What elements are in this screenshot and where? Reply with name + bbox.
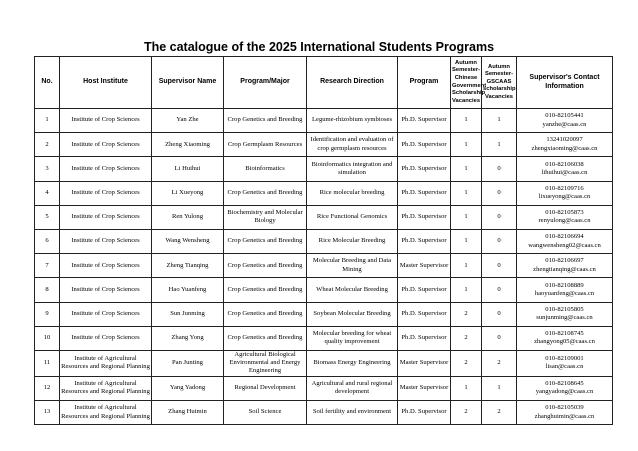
header-research-direction: Research Direction bbox=[307, 57, 398, 109]
contact-phone: 010-82109001 bbox=[545, 355, 584, 363]
cell-program: Ph.D. Supervisor bbox=[398, 326, 451, 350]
contact-email[interactable]: lixueyong@caas.cn bbox=[538, 193, 591, 201]
cell-supervisor-name: Li Huihui bbox=[152, 157, 224, 181]
table-row bbox=[35, 205, 613, 229]
cell-program: Ph.D. Supervisor bbox=[398, 181, 451, 205]
cell-contact bbox=[517, 326, 613, 350]
cell-program: Master Supervisor bbox=[398, 350, 451, 376]
cell-research-direction: Soybean Molecular Breeding bbox=[307, 302, 398, 326]
contact-phone: 010-82108745 bbox=[545, 329, 584, 337]
header-gscaas-vacancies: Autumn Semester-GSCAAS scholarship Vacancies bbox=[482, 57, 517, 109]
cell-research-direction: Bioinformatics integration and simulation bbox=[307, 157, 398, 181]
contact-phone: 010-82106038 bbox=[545, 160, 584, 168]
table-row bbox=[35, 302, 613, 326]
cell-no: 10 bbox=[35, 326, 60, 350]
cell-supervisor-name: Zhang Yong bbox=[152, 326, 224, 350]
table-row bbox=[35, 109, 613, 133]
table-body bbox=[35, 109, 613, 425]
cell-no: 1 bbox=[35, 109, 60, 133]
cell-csc-vacancies: 1 bbox=[451, 205, 482, 229]
cell-supervisor-name: Pan Junting bbox=[152, 350, 224, 376]
contact-email[interactable]: zhengxiaoming@caas.cn bbox=[531, 144, 598, 152]
cell-gscaas-vacancies: 0 bbox=[482, 302, 517, 326]
cell-csc-vacancies: 1 bbox=[451, 229, 482, 253]
cell-program-major: Regional Development bbox=[224, 376, 307, 400]
contact-email[interactable]: yanzhe@caas.cn bbox=[542, 120, 587, 128]
cell-program-major: Soil Science bbox=[224, 400, 307, 424]
cell-csc-vacancies: 2 bbox=[451, 400, 482, 424]
contact-email[interactable]: lisan@caas.cn bbox=[545, 363, 584, 371]
table-row bbox=[35, 400, 613, 424]
cell-gscaas-vacancies: 1 bbox=[482, 109, 517, 133]
cell-program: Ph.D. Supervisor bbox=[398, 302, 451, 326]
contact-phone: 010-82106694 bbox=[545, 233, 584, 241]
cell-no: 7 bbox=[35, 254, 60, 278]
cell-research-direction: Rice molecular breeding bbox=[307, 181, 398, 205]
cell-program-major: Bioinformatics bbox=[224, 157, 307, 181]
cell-program-major: Crop Genetics and Breeding bbox=[224, 302, 307, 326]
cell-no: 2 bbox=[35, 133, 60, 157]
cell-research-direction: Rice Molecular Breeding bbox=[307, 229, 398, 253]
cell-program: Ph.D. Supervisor bbox=[398, 157, 451, 181]
contact-email[interactable]: zhengtianqing@caas.cn bbox=[533, 265, 596, 273]
table-row bbox=[35, 350, 613, 376]
cell-program-major: Crop Genetics and Breeding bbox=[224, 181, 307, 205]
cell-no: 13 bbox=[35, 400, 60, 424]
table-row bbox=[35, 181, 613, 205]
cell-program-major: Biochemistry and Molecular Biology bbox=[224, 205, 307, 229]
cell-csc-vacancies: 2 bbox=[451, 350, 482, 376]
cell-research-direction: Soil fertility and environment bbox=[307, 400, 398, 424]
cell-no: 5 bbox=[35, 205, 60, 229]
cell-contact bbox=[517, 400, 613, 424]
contact-phone: 010-82108645 bbox=[545, 380, 584, 388]
cell-host-institute: Institute of Crop Sciences bbox=[60, 205, 152, 229]
cell-contact bbox=[517, 302, 613, 326]
page-title: The catalogue of the 2025 International Students Programs bbox=[143, 40, 495, 54]
header-no: No. bbox=[35, 57, 60, 109]
header-csc-vacancies: Autumn Semester-Chinese Government Scholarship Vacancies bbox=[451, 57, 482, 109]
cell-supervisor-name: Yan Zhe bbox=[152, 109, 224, 133]
cell-program-major: Agricultural Biological Environmental and Energy Engineering bbox=[224, 350, 307, 376]
cell-research-direction: Biomass Energy Engineering bbox=[307, 350, 398, 376]
cell-program-major: Crop Genetics and Breeding bbox=[224, 109, 307, 133]
cell-host-institute: Institute of Crop Sciences bbox=[60, 133, 152, 157]
header-program-major: Program/Major bbox=[224, 57, 307, 109]
cell-gscaas-vacancies: 1 bbox=[482, 133, 517, 157]
cell-host-institute: Institute of Crop Sciences bbox=[60, 302, 152, 326]
table-row bbox=[35, 157, 613, 181]
contact-email[interactable]: yangyadong@caas.cn bbox=[535, 388, 594, 396]
cell-no: 11 bbox=[35, 350, 60, 376]
cell-research-direction: Agricultural and rural regional development bbox=[307, 376, 398, 400]
cell-gscaas-vacancies: 0 bbox=[482, 181, 517, 205]
cell-csc-vacancies: 2 bbox=[451, 302, 482, 326]
header-program: Program bbox=[398, 57, 451, 109]
cell-host-institute: Institute of Crop Sciences bbox=[60, 157, 152, 181]
cell-host-institute: Institute of Crop Sciences bbox=[60, 229, 152, 253]
contact-email[interactable]: sunjunming@caas.cn bbox=[536, 314, 593, 322]
header-contact: Supervisor's Contact Information bbox=[517, 57, 613, 109]
cell-program-major: Crop Genetics and Breeding bbox=[224, 254, 307, 278]
cell-gscaas-vacancies: 0 bbox=[482, 229, 517, 253]
cell-gscaas-vacancies: 2 bbox=[482, 350, 517, 376]
cell-host-institute: Institute of Crop Sciences bbox=[60, 278, 152, 302]
cell-research-direction: Molecular Breeding and Data Mining bbox=[307, 254, 398, 278]
contact-phone: 010-82105873 bbox=[545, 209, 584, 217]
cell-gscaas-vacancies: 0 bbox=[482, 205, 517, 229]
cell-research-direction: Rice Functional Genomics bbox=[307, 205, 398, 229]
header-row bbox=[35, 57, 613, 109]
contact-phone: 010-82109716 bbox=[545, 184, 584, 192]
cell-csc-vacancies: 1 bbox=[451, 109, 482, 133]
table-row bbox=[35, 133, 613, 157]
contact-phone: 010-82106697 bbox=[545, 257, 584, 265]
contact-phone: 010-82108889 bbox=[545, 281, 584, 289]
cell-gscaas-vacancies: 1 bbox=[482, 376, 517, 400]
table-row bbox=[35, 254, 613, 278]
cell-host-institute: Institute of Agricultural Resources and Regional Planning bbox=[60, 350, 152, 376]
cell-host-institute: Institute of Crop Sciences bbox=[60, 254, 152, 278]
table-row bbox=[35, 326, 613, 350]
cell-contact bbox=[517, 181, 613, 205]
cell-research-direction: Legume-rhizobium symbioses bbox=[307, 109, 398, 133]
contact-email[interactable]: renyulong@caas.cn bbox=[538, 217, 591, 225]
cell-program: Ph.D. Supervisor bbox=[398, 229, 451, 253]
cell-no: 3 bbox=[35, 157, 60, 181]
cell-supervisor-name: Zheng Xiaoming bbox=[152, 133, 224, 157]
cell-contact bbox=[517, 254, 613, 278]
contact-phone: 13241020097 bbox=[546, 136, 583, 144]
cell-host-institute: Institute of Crop Sciences bbox=[60, 181, 152, 205]
contact-phone: 010-82105441 bbox=[545, 112, 584, 120]
table-row bbox=[35, 278, 613, 302]
cell-no: 6 bbox=[35, 229, 60, 253]
cell-csc-vacancies: 2 bbox=[451, 326, 482, 350]
contact-email[interactable]: wangwensheng02@caas.cn bbox=[528, 241, 601, 249]
cell-supervisor-name: Sun Junming bbox=[152, 302, 224, 326]
cell-supervisor-name: Li Xueyong bbox=[152, 181, 224, 205]
cell-program: Ph.D. Supervisor bbox=[398, 278, 451, 302]
cell-contact bbox=[517, 229, 613, 253]
cell-csc-vacancies: 1 bbox=[451, 376, 482, 400]
table-row bbox=[35, 229, 613, 253]
cell-gscaas-vacancies: 2 bbox=[482, 400, 517, 424]
cell-gscaas-vacancies: 0 bbox=[482, 326, 517, 350]
cell-supervisor-name: Zhang Huimin bbox=[152, 400, 224, 424]
cell-csc-vacancies: 1 bbox=[451, 157, 482, 181]
cell-research-direction: Wheat Molecular Breeding bbox=[307, 278, 398, 302]
cell-gscaas-vacancies: 0 bbox=[482, 278, 517, 302]
cell-program: Master Supervisor bbox=[398, 254, 451, 278]
cell-program: Ph.D. Supervisor bbox=[398, 109, 451, 133]
contact-phone: 010-82105805 bbox=[545, 305, 584, 313]
cell-host-institute: Institute of Agricultural Resources and Regional Planning bbox=[60, 400, 152, 424]
cell-csc-vacancies: 1 bbox=[451, 254, 482, 278]
cell-csc-vacancies: 1 bbox=[451, 133, 482, 157]
cell-program: Master Supervisor bbox=[398, 376, 451, 400]
contact-phone: 010-82105039 bbox=[545, 404, 584, 412]
cell-supervisor-name: Ren Yulong bbox=[152, 205, 224, 229]
cell-no: 4 bbox=[35, 181, 60, 205]
cell-no: 9 bbox=[35, 302, 60, 326]
cell-contact bbox=[517, 205, 613, 229]
contact-email[interactable]: zhanghuimin@caas.cn bbox=[534, 412, 595, 420]
cell-csc-vacancies: 1 bbox=[451, 278, 482, 302]
cell-host-institute: Institute of Crop Sciences bbox=[60, 109, 152, 133]
contact-email[interactable]: lihuihui@caas.cn bbox=[541, 168, 588, 176]
cell-host-institute: Institute of Crop Sciences bbox=[60, 326, 152, 350]
cell-program: Ph.D. Supervisor bbox=[398, 400, 451, 424]
cell-contact bbox=[517, 376, 613, 400]
cell-contact bbox=[517, 109, 613, 133]
cell-program-major: Crop Genetics and Breeding bbox=[224, 229, 307, 253]
cell-supervisor-name: Zheng Tianqing bbox=[152, 254, 224, 278]
cell-program-major: Crop Germplasm Resources bbox=[224, 133, 307, 157]
cell-csc-vacancies: 1 bbox=[451, 181, 482, 205]
cell-no: 8 bbox=[35, 278, 60, 302]
cell-no: 12 bbox=[35, 376, 60, 400]
contact-email[interactable]: zhangyong05@caas.cn bbox=[534, 338, 595, 346]
cell-supervisor-name: Yang Yadong bbox=[152, 376, 224, 400]
cell-supervisor-name: Hao Yuanfeng bbox=[152, 278, 224, 302]
cell-supervisor-name: Wang Wensheng bbox=[152, 229, 224, 253]
header-supervisor-name: Supervisor Name bbox=[152, 57, 224, 109]
cell-program-major: Crop Genetics and Breeding bbox=[224, 326, 307, 350]
contact-email[interactable]: haoyuanfeng@caas.cn bbox=[534, 289, 595, 297]
cell-program: Ph.D. Supervisor bbox=[398, 133, 451, 157]
header-host-institute: Host Institute bbox=[60, 57, 152, 109]
cell-contact bbox=[517, 278, 613, 302]
cell-contact bbox=[517, 157, 613, 181]
cell-program-major: Crop Genetics and Breeding bbox=[224, 278, 307, 302]
cell-gscaas-vacancies: 0 bbox=[482, 254, 517, 278]
cell-research-direction: Identification and evaluation of crop germplasm resources bbox=[307, 133, 398, 157]
cell-program: Ph.D. Supervisor bbox=[398, 205, 451, 229]
cell-contact bbox=[517, 133, 613, 157]
cell-research-direction: Molecular breeding for wheat quality improvement bbox=[307, 326, 398, 350]
catalogue-table bbox=[34, 56, 613, 425]
cell-gscaas-vacancies: 0 bbox=[482, 157, 517, 181]
table-row bbox=[35, 376, 613, 400]
cell-contact bbox=[517, 350, 613, 376]
cell-host-institute: Institute of Agricultural Resources and Regional Planning bbox=[60, 376, 152, 400]
